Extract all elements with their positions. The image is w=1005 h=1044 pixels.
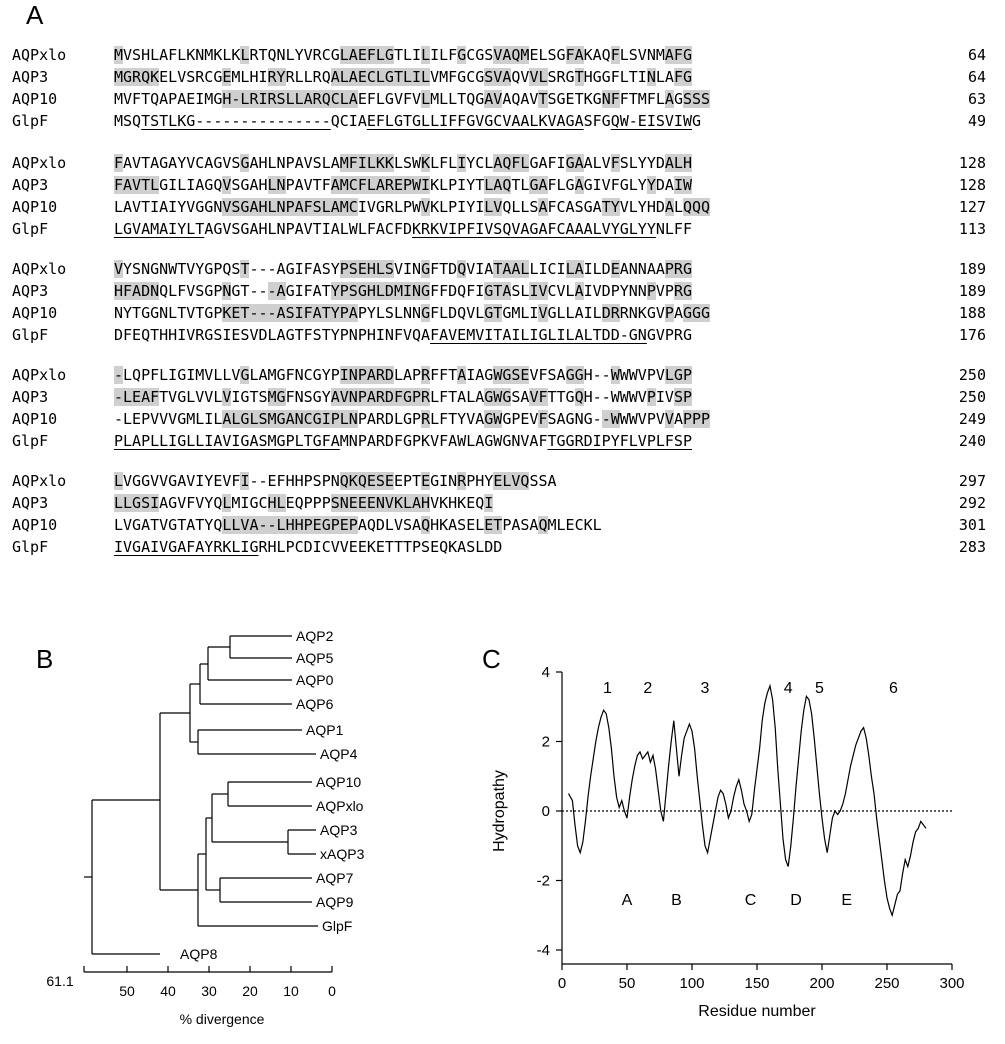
sequence-text: FAVTLGILIAGQVSGAHLNPAVTFAMCFLAREPWIKLPIYTLAQTLGAFLGAGIVFGLYYDAIW <box>114 176 692 194</box>
alignment-row <box>0 470 1005 492</box>
residue-count: 64 <box>967 68 986 86</box>
plot-tick-labels <box>537 664 965 992</box>
sequence-name: GlpF <box>12 432 49 450</box>
region-label: 4 <box>783 679 793 697</box>
sequence-text: PLAPLLIGLLIAVIGASMGPLTGFAMNPARDFGPKVFAWLAGWGNVAFTGGRDIPYFLVPLFSP <box>114 432 692 450</box>
sequence-text: LVGATVGTATYQLLVA--LHHPEGPEPAQDLVSAQHKASELETPASAQMLECKL <box>114 516 602 534</box>
tick-label: 10 <box>283 983 299 999</box>
region-label: A <box>621 891 633 909</box>
x-tick-label: 100 <box>679 975 705 992</box>
phylogenetic-tree-panel <box>0 620 470 1044</box>
x-tick-label: 300 <box>939 975 965 992</box>
sequence-text: MVFTQAPAEIMGH-LRIRSLLARQCLAEFLGVFVLMLLTQGAVAQAVTSGETKGNFFTMFLAGSSS <box>114 90 711 108</box>
alignment-row <box>0 258 1005 280</box>
sequence-name: AQPxlo <box>12 154 67 172</box>
sequence-text: LGVAMAIYLTAGVSGAHLNPAVTIALWLFACFDKRKVIPFIVSQVAGAFCAAALVYGLYYNLFF <box>114 220 692 238</box>
x-tick-label: 50 <box>618 975 636 992</box>
root-value-label: 61.1 <box>46 973 74 989</box>
x-tick-label: 0 <box>557 975 567 992</box>
region-label: 6 <box>889 679 898 697</box>
residue-count: 283 <box>958 538 986 556</box>
sequence-name: GlpF <box>12 538 49 556</box>
tree-leaf: AQP8 <box>180 946 218 962</box>
region-label: 2 <box>643 679 653 697</box>
residue-count: 189 <box>958 260 986 278</box>
alignment-row <box>0 536 1005 558</box>
sequence-text: DFEQTHHIVRGSIESVDLAGTFSTYPNPHINFVQAFAVEMVITAILIGLILALTDD-GNGVPRG <box>114 326 692 344</box>
alignment-row <box>0 280 1005 302</box>
sequence-text: MVSHLAFLKNMKLKLRTQNLYVRCGLAEFLGTLILILFGCGSVAQMELSGFAKAQFLSVNMAFG <box>114 46 692 64</box>
y-tick-label: 2 <box>541 733 550 751</box>
residue-count: 301 <box>958 516 986 534</box>
residue-count: 189 <box>958 282 986 300</box>
sequence-text: FAVTAGAYVCAGVSGAHLNPAVSLAMFILKKLSWKLFLIYCLAQFLGAFIGAALVFSLYYDALH <box>114 154 692 172</box>
alignment-row <box>0 110 1005 132</box>
sequence-name: AQPxlo <box>12 260 67 278</box>
region-label: E <box>841 891 853 909</box>
x-tick-label: 250 <box>874 975 900 992</box>
sequence-name: AQPxlo <box>12 472 67 490</box>
tree-leaf: xAQP3 <box>320 846 365 862</box>
residue-count: 250 <box>958 388 986 406</box>
divergence-axis <box>84 966 332 972</box>
alignment-row <box>0 302 1005 324</box>
hydropathy-plot-panel <box>470 620 990 1044</box>
sequence-name: AQP3 <box>12 282 49 300</box>
residue-count: 297 <box>958 472 986 490</box>
sequence-text: IVGAIVGAFAYRKLIGRHLPCDICVVEEKETTTPSEQKASLDD <box>114 538 503 556</box>
panel-a-label: A <box>26 0 44 30</box>
y-axis-label: Hydropathy <box>491 770 508 852</box>
hydropathy-series-line <box>569 686 927 915</box>
sequence-text: MGRQKELVSRCGEMLHIRYRLLRQALAECLGTLILVMFGCGSVAQVVLSRGTHGGFLTINLAFG <box>114 68 692 86</box>
sequence-text: HFADNQLFVSGPNGT---AGIFATYPSGHLDMINGFFDQFIGTASLIVCVLAIVDPYNNPVPRG <box>114 282 692 300</box>
residue-count: 249 <box>958 410 986 428</box>
tree-leaf: AQP3 <box>320 822 358 838</box>
tree-leaf: AQP1 <box>306 722 344 738</box>
residue-count: 250 <box>958 366 986 384</box>
tree-leaf: AQP4 <box>320 746 358 762</box>
tree-leaf: AQP6 <box>296 696 334 712</box>
tree-leaf: AQPxlo <box>316 798 364 814</box>
region-label: D <box>790 891 802 909</box>
sequence-name: AQP10 <box>12 410 58 428</box>
tick-label: 40 <box>160 983 176 999</box>
sequence-text: LVGGVVGAVIYEVFI--EFHHPSPNQKQESEEPTEGINRPHYELVQSSA <box>114 472 557 490</box>
alignment-row <box>0 386 1005 408</box>
y-tick-label: 0 <box>541 803 550 820</box>
alignment-row <box>0 152 1005 174</box>
sequence-name: AQP3 <box>12 176 49 194</box>
sequence-name: GlpF <box>12 112 49 130</box>
region-label: 5 <box>814 679 824 697</box>
alignment-row <box>0 44 1005 66</box>
residue-count: 113 <box>958 220 986 238</box>
residue-count: 128 <box>958 176 986 194</box>
tree-leaf: AQP5 <box>296 650 334 666</box>
sequence-name: AQP10 <box>12 304 58 322</box>
tree-leaf: AQP0 <box>296 672 334 688</box>
sequence-text: LLGSIAGVFVYQLMIGCHLEQPPPSNEEENVKLAHVKHKEQI <box>114 494 494 512</box>
sequence-name: AQP10 <box>12 90 58 108</box>
alignment-row <box>0 196 1005 218</box>
sequence-text: MSQTSTLKG---------------QCIAEFLGTGLLIFFGVGCVAALKVAGASFGQW-EISVIWG <box>114 112 702 130</box>
residue-count: 292 <box>958 494 986 512</box>
residue-count: 64 <box>967 46 986 64</box>
alignment-row <box>0 364 1005 386</box>
tree-leaf: GlpF <box>322 918 353 934</box>
alignment-row <box>0 408 1005 430</box>
residue-count: 176 <box>958 326 986 344</box>
sequence-name: GlpF <box>12 220 49 238</box>
sequence-text: LAVTIAIYVGGNVSGAHLNPAFSLAMCIVGRLPWVKLPIYILVQLLSAFCASGATYVLYHDALQQQ <box>114 198 711 216</box>
y-tick-label: 4 <box>541 664 550 681</box>
tree-leaf: AQP10 <box>316 774 362 790</box>
region-label: B <box>671 891 682 909</box>
sequence-name: AQPxlo <box>12 366 67 384</box>
sequence-name: AQP3 <box>12 68 49 86</box>
residue-count: 63 <box>967 90 986 108</box>
tree-leaf: AQP9 <box>316 894 354 910</box>
sequence-name: AQP3 <box>12 388 49 406</box>
tree-branches <box>84 636 318 954</box>
residue-count: 128 <box>958 154 986 172</box>
tick-label: 50 <box>119 983 135 999</box>
sequence-name: AQP3 <box>12 494 49 512</box>
sequence-name: AQPxlo <box>12 46 67 64</box>
sequence-name: GlpF <box>12 326 49 344</box>
sequence-text: -LQPFLIGIMVLLVGLAMGFNCGYPINPARDLAPRFFTAIAGWGSEVFSAGGH--WWWVPVLGP <box>114 366 692 384</box>
tick-label: 30 <box>201 983 217 999</box>
alignment-row <box>0 492 1005 514</box>
alignment-row <box>0 174 1005 196</box>
sequence-name: AQP10 <box>12 516 58 534</box>
plot-axes <box>556 672 952 970</box>
plot-annotations <box>603 680 898 909</box>
divergence-axis-label: % divergence <box>179 1011 265 1027</box>
x-axis-label: Residue number <box>698 1003 816 1020</box>
sequence-name: AQP10 <box>12 198 58 216</box>
alignment-row <box>0 430 1005 452</box>
y-tick-label: -2 <box>536 872 550 890</box>
alignment-row <box>0 66 1005 88</box>
tick-label: 20 <box>242 983 258 999</box>
residue-count: 240 <box>958 432 986 450</box>
residue-count: 188 <box>958 304 986 322</box>
alignment-row <box>0 88 1005 110</box>
sequence-text: VYSNGNWTVYGPQST---AGIFASYPSEHLSVINGFTDQVIATAALLICILAILDEANNAAPRG <box>114 260 692 278</box>
alignment-row <box>0 324 1005 346</box>
x-tick-label: 200 <box>809 975 835 992</box>
region-label: C <box>744 891 757 909</box>
tree-leaf: AQP7 <box>316 870 354 886</box>
sequence-text: NYTGGNLTVTGPKET---ASIFATYPAPYLSLNNGFLDQVLGTGMLIVGLLAILDRRNKGVPAGGG <box>114 304 711 322</box>
alignment-row <box>0 218 1005 240</box>
residue-count: 127 <box>958 198 986 216</box>
y-tick-label: -4 <box>536 942 550 959</box>
tick-label: 0 <box>328 983 336 999</box>
alignment-row <box>0 514 1005 536</box>
residue-count: 49 <box>967 112 986 130</box>
divergence-tick-labels <box>46 973 336 1027</box>
panel-c-label: C <box>482 644 501 674</box>
region-label: 3 <box>700 679 710 697</box>
sequence-text: -LEAFTVGLVVLVIGTSMGFNSGYAVNPARDFGPRLFTALAGWGSAVFTTGQH--WWWVPIVSP <box>114 388 692 406</box>
region-label: 1 <box>603 679 612 697</box>
sequence-text: -LEPVVVGMLILALGLSMGANCGIPLNPARDLGPRLFTYVAGWGPEVFSAGNG--WWWVPVVAPPP <box>114 410 711 428</box>
x-tick-label: 150 <box>744 975 770 992</box>
panel-b-label: B <box>36 644 54 674</box>
tree-leaf: AQP2 <box>296 628 334 644</box>
